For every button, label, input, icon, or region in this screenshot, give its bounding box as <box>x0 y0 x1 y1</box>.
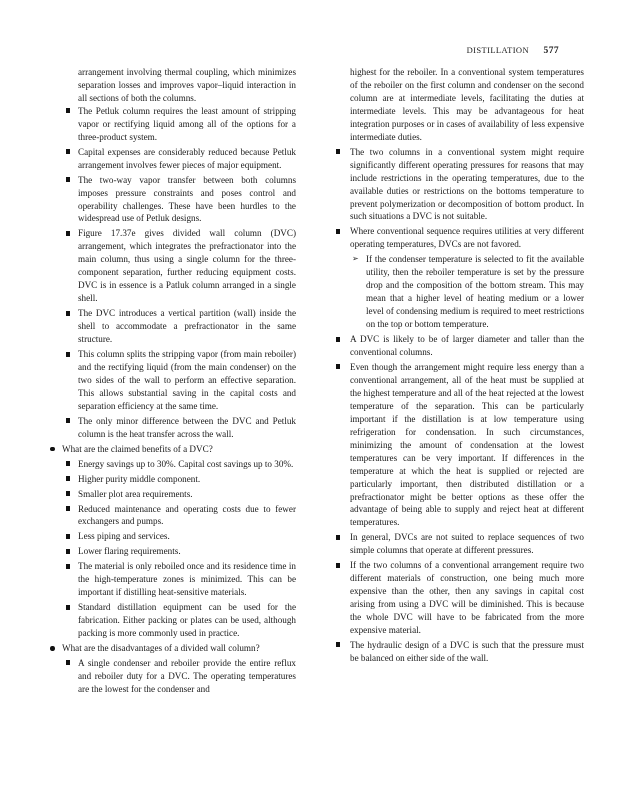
square-bullet-icon <box>66 534 70 539</box>
question-benefits: What are the claimed benefits of a DVC? <box>46 443 296 456</box>
question-list <box>46 443 296 456</box>
square-bullet-icon <box>66 549 70 554</box>
round-bullet-icon <box>50 447 55 452</box>
list-item: The DVC introduces a vertical partition (wall) inside the shell to accommodate a prefractionator in the same structure. <box>46 307 296 346</box>
list-item: Energy savings up to 30%. Capital cost savings up to 30%. <box>46 458 296 471</box>
disadvantage-bullet-list-continued-2 <box>334 333 584 665</box>
list-item: The Petluk column requires the least amount of stripping vapor or rectifying liquid among all of the options for a three-product system. <box>46 105 296 144</box>
square-bullet-icon <box>66 660 70 665</box>
question-disadvantages: What are the disadvantages of a divided wall column? <box>46 642 296 655</box>
square-bullet-icon <box>66 564 70 569</box>
page-number: 577 <box>543 46 559 56</box>
square-bullet-icon <box>336 229 340 234</box>
list-item: The only minor difference between the DVC and Petluk column is the heat transfer across the wall. <box>46 415 296 441</box>
round-bullet-icon <box>50 646 55 651</box>
list-item: Less piping and services. <box>46 530 296 543</box>
square-bullet-icon <box>66 491 70 496</box>
square-bullet-icon <box>66 149 70 154</box>
square-bullet-icon <box>66 231 70 236</box>
list-item: Standard distillation equipment can be used for the fabrication. Either packing or plates can be used, although packing is more commonly used in practice. <box>46 601 296 640</box>
list-item: The two-way vapor transfer between both columns imposes pressure constraints and poses control and operability challenges. These have been hurdles to the widespread use of Petluk designs. <box>46 174 296 226</box>
square-bullet-icon <box>336 535 340 540</box>
list-item: Even though the arrangement might require less energy than a conventional arrangement, all of the heat must be supplied at the highest temperature and all of the heat rejected at the lowest temperature of the separation. This can be particularly important if the distillation is at low temperature using refrigeration for condensation. In such circumstances, minimizing the amount of condensation at the lowest temperatures can be very important. If differences in the temperature at which the heat is supplied or rejected are particularly important, then distributed distillation or a prefractionator might be better options as these offer the advantage of being able to supply and reject heat at different temperatures. <box>334 361 584 529</box>
square-bullet-icon <box>66 311 70 316</box>
square-bullet-icon <box>66 352 70 357</box>
square-bullet-icon <box>66 506 70 511</box>
section-title: DISTILLATION <box>466 45 530 55</box>
question-list <box>46 642 296 655</box>
arrow-bullet-icon: ➢ <box>352 254 359 264</box>
running-header <box>467 45 559 56</box>
list-item: The hydraulic design of a DVC is such that the pressure must be balanced on either side of the wall. <box>334 639 584 665</box>
square-bullet-icon <box>66 476 70 481</box>
square-bullet-icon <box>336 337 340 342</box>
list-item: If the two columns of a conventional arrangement require two different materials of construction, one being much more expensive than the other, then any savings in capital cost arising from using a DVC will be diminished. This is because the whole DVC will have to be fabricated from the more expensive material. <box>334 559 584 637</box>
list-item: Higher purity middle component. <box>46 473 296 486</box>
list-item: Reduced maintenance and operating costs due to fewer exchangers and pumps. <box>46 503 296 529</box>
list-item: In general, DVCs are not suited to replace sequences of two simple columns that operate at different pressures. <box>334 531 584 557</box>
list-item: ➢ If the condenser temperature is selected to fit the available utility, then the reboiler temperature is set by the pressure drop and the composition of the bottom stream. This may mean that a higher level of heating medium or a lower level of condensing medium is required to meet restrictions on the top or bottom temperature. <box>352 254 584 330</box>
list-item: Figure 17.37e gives divided wall column (DVC) arrangement, which integrates the prefractionator into the main column, thus using a single column for the three-component separation, further reducing equipment costs. DVC is in essence is a Patluk column arranged in a single shell. <box>46 227 296 305</box>
continued-paragraph: arrangement involving thermal coupling, which minimizes separation losses and improves vapor–liquid interaction in all sections of both the columns. <box>78 67 296 103</box>
list-item: The material is only reboiled once and its residence time in the high-temperature zones is minimized. This can be important if distilling heat-sensitive materials. <box>46 560 296 599</box>
list-item: Lower flaring requirements. <box>46 545 296 558</box>
list-item: Where conventional sequence requires utilities at very different operating temperatures, DVCs are not favored. <box>334 225 584 251</box>
list-item: Smaller plot area requirements. <box>46 488 296 501</box>
square-bullet-icon <box>336 642 340 647</box>
list-item: A single condenser and reboiler provide the entire reflux and reboiler duty for a DVC. The operating temperatures are the lowest for the condenser and <box>46 657 296 696</box>
square-bullet-icon <box>66 108 70 113</box>
square-bullet-icon <box>336 364 340 369</box>
list-item: This column splits the stripping vapor (from main reboiler) and the rectifying liquid (from the main condenser) on the two sides of the wall to perform an effective separation. This allows substantial saving in the capital costs and separation efficiency at the same time. <box>46 348 296 413</box>
benefit-bullet-list <box>46 458 296 640</box>
list-item: The two columns in a conventional system might require significantly different operating pressures for reasons that may include restrictions in the operating temperatures, due to the available duties or restrictions on the bottoms temperature to prevent polymerization or decomposition of bottom product. In such situations a DVC is not suitable. <box>334 146 584 224</box>
right-column <box>334 66 584 665</box>
square-bullet-icon <box>336 563 340 568</box>
square-bullet-icon <box>336 149 340 154</box>
list-item: Capital expenses are considerably reduced because Petluk arrangement involves fewer pieces of major equipment. <box>46 146 296 172</box>
list-item: A DVC is likely to be of larger diameter and taller than the conventional columns. <box>334 333 584 359</box>
disadvantage-bullet-list <box>46 657 296 696</box>
intro-bullet-list <box>46 105 296 441</box>
square-bullet-icon <box>66 605 70 610</box>
continued-paragraph: highest for the reboiler. In a conventional system temperatures of the reboiler on the first column and condenser on the second column are at intermediate levels, facilitating the duties at intermediate levels. This may be advantageous for heat integration purposes or in cases of availability of less expensive intermediate duties. <box>350 67 584 142</box>
square-bullet-icon <box>66 177 70 182</box>
left-column <box>46 66 296 696</box>
square-bullet-icon <box>66 461 70 466</box>
sub-bullet-list <box>350 253 584 331</box>
square-bullet-icon <box>66 418 70 423</box>
disadvantage-bullet-list-continued <box>334 146 584 252</box>
